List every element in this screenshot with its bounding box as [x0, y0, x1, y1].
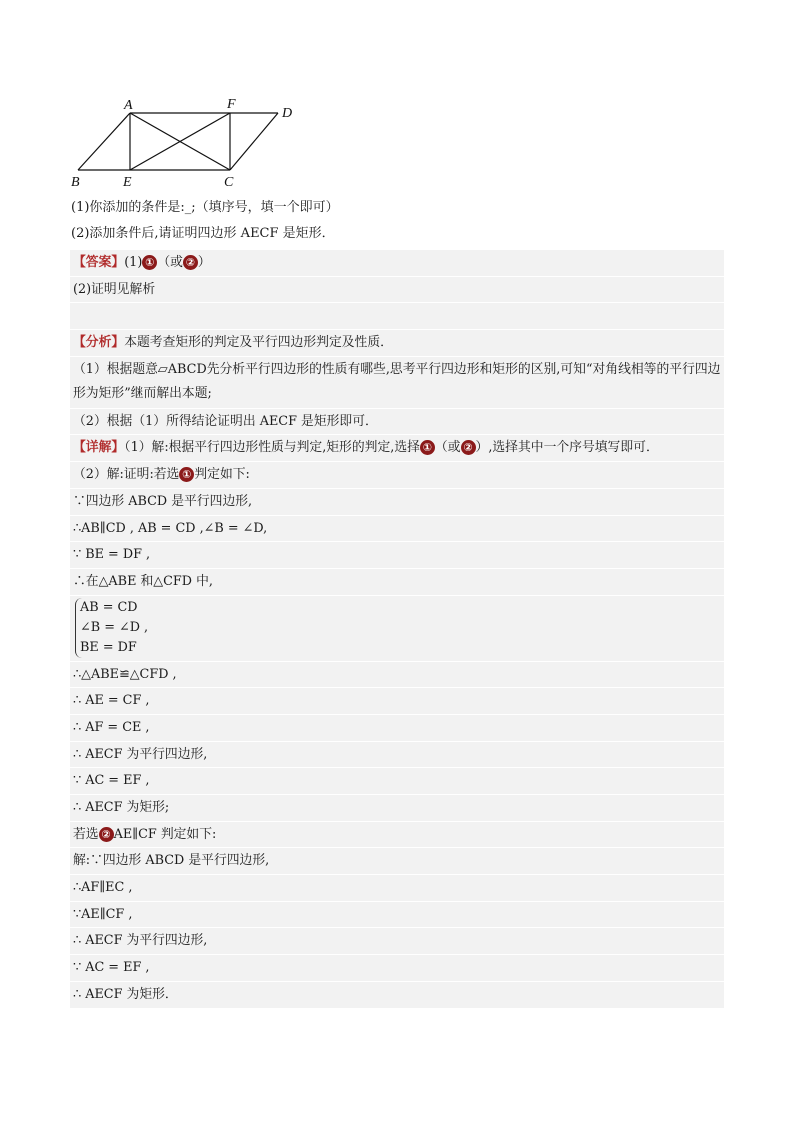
proof-line: ∵ AC = EF , [70, 955, 724, 982]
detail-row-1: 【详解】（1）解:根据平行四边形性质与判定,矩形的判定,选择 ① （或 ② ）,选择其中一个序号填写即可． [70, 435, 724, 462]
proof-line: ∵ AC = EF , [70, 768, 724, 795]
proof-line: 解:∵四边形 ABCD 是平行四边形, [70, 848, 724, 875]
solution-block [70, 250, 724, 1009]
analysis-row: 【分析】本题考查矩形的判定及平行四边形判定及性质． [70, 330, 724, 357]
question-part-2: (2)添加条件后,请证明四边形 AECF 是矩形． [71, 226, 335, 241]
proof-line: ∴在△ABE 和△CFD 中, [70, 569, 724, 596]
proof-line: ∴ AF = CE , [70, 715, 724, 742]
system-line: ∠B = ∠D , [80, 619, 149, 635]
analysis-paragraph-1: （1）根据题意▱ABCD先分析平行四边形的性质有哪些,思考平行四边形和矩形的区别,可知“对角线相等的平行四边形为矩形”继而解出本题; [70, 357, 724, 409]
proof-line: ∴AB∥CD , AB = CD ,∠B = ∠D, [70, 516, 724, 543]
question-part-1: (1)你添加的条件是:_;（填序号，填一个即可） [71, 200, 339, 215]
edge-AB [78, 113, 130, 170]
proof-line: ∴ AECF 为平行四边形, [70, 928, 724, 955]
circled-number: ① [179, 467, 194, 482]
system-brace [75, 598, 148, 658]
case-2-heading: 若选 ② AE∥CF 判定如下: [70, 822, 724, 849]
analysis-tag: 【分析】 [73, 335, 125, 351]
system-line: AB = CD [80, 599, 138, 615]
analysis-paragraph-2: （2）根据（1）所得结论证明出 AECF 是矩形即可． [70, 409, 724, 436]
circled-number: ① [420, 440, 435, 455]
answer-row: 【答案】(1) ① （或 ② ） [70, 250, 724, 277]
circled-number: ② [183, 255, 198, 270]
proof-line: ∴ AECF 为矩形; [70, 795, 724, 822]
proof-line: ∵AE∥CF , [70, 902, 724, 929]
proof-line: ∵ BE = DF , [70, 542, 724, 569]
detail-tag: 【详解】 [73, 440, 125, 456]
parallelogram-figure [68, 94, 308, 190]
circled-number: ① [142, 255, 157, 270]
equation-system [70, 596, 724, 662]
label-D: D [282, 106, 293, 121]
answer-row-2: (2)证明见解析 [70, 277, 724, 304]
proof-line: ∴ AE = CF , [70, 688, 724, 715]
proof-line: ∴ AECF 为矩形． [70, 982, 724, 1009]
parallelogram-diagram [68, 94, 308, 190]
label-A: A [124, 98, 133, 113]
label-B: B [71, 175, 80, 190]
answer-tag: 【答案】 [73, 255, 125, 270]
circled-number: ② [461, 440, 476, 455]
proof-line: ∴△ABE≌△CFD , [70, 662, 724, 689]
label-C: C [224, 175, 234, 190]
edge-CD [230, 113, 278, 170]
circled-number: ② [99, 827, 114, 842]
proof-line: ∴ AECF 为平行四边形, [70, 742, 724, 769]
label-E: E [123, 175, 132, 190]
system-line: BE = DF [80, 639, 137, 655]
label-F: F [227, 97, 236, 112]
blank-row [70, 303, 724, 330]
proof-line: ∵四边形 ABCD 是平行四边形, [70, 489, 724, 516]
proof-line: ∴AF∥EC , [70, 875, 724, 902]
detail-row-2: （2）解:证明:若选 ① 判定如下: [70, 462, 724, 489]
